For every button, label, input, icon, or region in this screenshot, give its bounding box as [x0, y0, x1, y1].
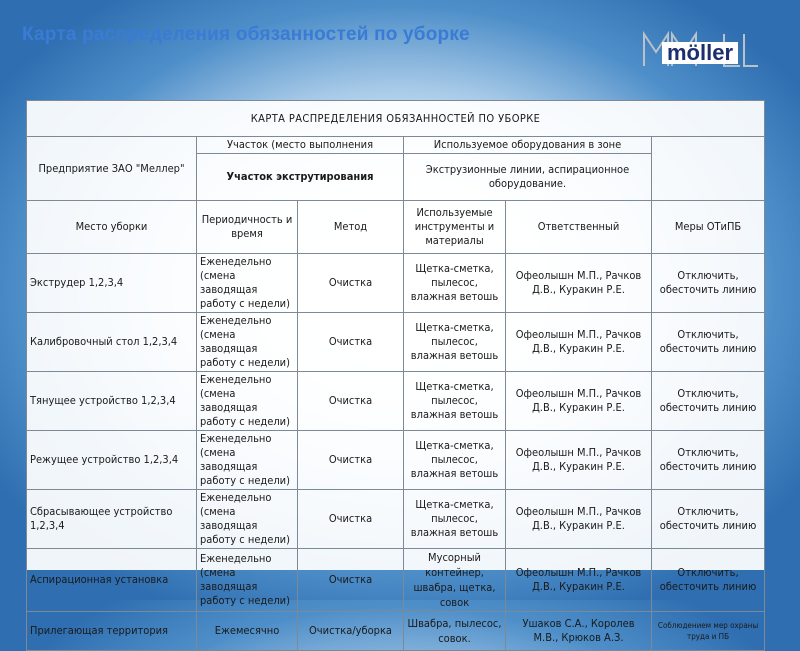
- tools-cell: Щетка-сметка, пылесос, влажная ветошь: [404, 431, 506, 490]
- empty-cell: [652, 137, 765, 201]
- method-cell: Очистка: [298, 372, 404, 431]
- place-cell: Режущее устройство 1,2,3,4: [27, 431, 197, 490]
- safety-cell: Отключить, обесточить линию: [652, 490, 765, 549]
- resp-cell: Офеолышн М.П., Рачков Д.В., Куракин Р.Е.: [506, 549, 652, 612]
- tools-cell: Щетка-сметка, пылесос, влажная ветошь: [404, 313, 506, 372]
- resp-cell: Офеолышн М.П., Рачков Д.В., Куракин Р.Е.: [506, 313, 652, 372]
- safety-cell: Отключить, обесточить линию: [652, 549, 765, 612]
- resp-cell: Офеолышн М.П., Рачков Д.В., Куракин Р.Е.: [506, 254, 652, 313]
- place-cell: Прилегающая территория: [27, 612, 197, 651]
- equipment-header: Используемое оборудования в зоне: [404, 137, 652, 154]
- tools-cell: Мусорный контейнер, швабра, щетка, совок: [404, 549, 506, 612]
- tools-cell: Щетка-сметка, пылесос, влажная ветошь: [404, 254, 506, 313]
- col-header-safety: Меры ОТиПБ: [652, 201, 765, 254]
- cleaning-duty-table: [26, 100, 764, 645]
- freq-cell: Еженедельно (смена заводящая работу с недели): [197, 254, 298, 313]
- freq-cell: Еженедельно (смена заводящая работу с недели): [197, 490, 298, 549]
- safety-cell: Отключить, обесточить линию: [652, 313, 765, 372]
- col-header-place: Место уборки: [27, 201, 197, 254]
- table-title: КАРТА РАСПРЕДЕЛЕНИЯ ОБЯЗАННОСТЕЙ ПО УБОРКЕ: [27, 101, 765, 137]
- table-row: [27, 612, 765, 651]
- safety-cell: Отключить, обесточить линию: [652, 254, 765, 313]
- freq-cell: Еженедельно (смена заводящая работу с недели): [197, 431, 298, 490]
- tools-cell: Щетка-сметка, пылесос, влажная ветошь: [404, 490, 506, 549]
- place-cell: Тянущее устройство 1,2,3,4: [27, 372, 197, 431]
- method-cell: Очистка: [298, 549, 404, 612]
- table-row: [27, 431, 765, 490]
- freq-cell: Ежемесячно: [197, 612, 298, 651]
- tools-cell: Щетка-сметка, пылесос, влажная ветошь: [404, 372, 506, 431]
- place-cell: Экструдер 1,2,3,4: [27, 254, 197, 313]
- method-cell: Очистка: [298, 254, 404, 313]
- table-row: [27, 313, 765, 372]
- method-cell: Очистка: [298, 313, 404, 372]
- safety-cell: Соблюдением мер охраны труда и ПБ: [652, 612, 765, 651]
- area-header: Участок (место выполнения: [197, 137, 404, 154]
- svg-text:möller: möller: [666, 40, 734, 65]
- safety-cell: Отключить, обесточить линию: [652, 431, 765, 490]
- col-header-method: Метод: [298, 201, 404, 254]
- col-header-resp: Ответственный: [506, 201, 652, 254]
- enterprise-cell: Предприятие ЗАО "Меллер": [27, 137, 197, 201]
- freq-cell: Еженедельно (смена заводящая работу с недели): [197, 372, 298, 431]
- table-row: [27, 549, 765, 612]
- moller-logo: [640, 24, 760, 74]
- freq-cell: Еженедельно (смена заводящая работу с недели): [197, 549, 298, 612]
- resp-cell: Офеолышн М.П., Рачков Д.В., Куракин Р.Е.: [506, 490, 652, 549]
- slide-title: Карта распределения обязанностей по уборке: [22, 24, 470, 45]
- tools-cell: Швабра, пылесос, совок.: [404, 612, 506, 651]
- method-cell: Очистка/уборка: [298, 612, 404, 651]
- safety-cell: Отключить, обесточить линию: [652, 372, 765, 431]
- table-row: [27, 254, 765, 313]
- place-cell: Калибровочный стол 1,2,3,4: [27, 313, 197, 372]
- col-header-tools: Используемые инструменты и материалы: [404, 201, 506, 254]
- place-cell: Аспирационная установка: [27, 549, 197, 612]
- place-cell: Сбрасывающее устройство 1,2,3,4: [27, 490, 197, 549]
- method-cell: Очистка: [298, 490, 404, 549]
- table-row: [27, 490, 765, 549]
- equipment-value: Экструзионные линии, аспирационное оборудование.: [404, 154, 652, 201]
- resp-cell: Офеолышн М.П., Рачков Д.В., Куракин Р.Е.: [506, 431, 652, 490]
- method-cell: Очистка: [298, 431, 404, 490]
- resp-cell: Офеолышн М.П., Рачков Д.В., Куракин Р.Е.: [506, 372, 652, 431]
- col-header-freq: Периодичность и время: [197, 201, 298, 254]
- area-value: Участок экструтирования: [197, 154, 404, 201]
- freq-cell: Еженедельно (смена заводящая работу с недели): [197, 313, 298, 372]
- table-row: [27, 372, 765, 431]
- resp-cell: Ушаков С.А., Королев М.В., Крюков А.З.: [506, 612, 652, 651]
